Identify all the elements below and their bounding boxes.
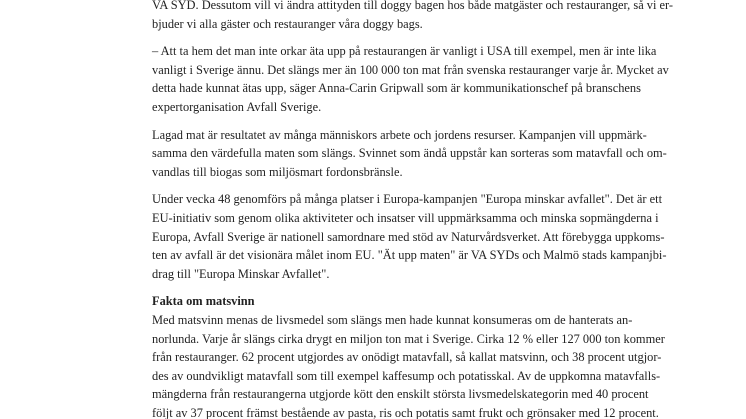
text-line: följt av 37 procent främst bestående av pasta, ris och potatis samt frukt och grönsaker med 12 procent. bbox=[152, 405, 659, 419]
text-line: vandlas till biogas som miljösmart fordonsbränsle. bbox=[152, 164, 403, 179]
paragraph-doggy-bag bbox=[152, 0, 742, 33]
text-line: – Att ta hem det man inte orkar äta upp på restaurangen är vanligt i USA till exempel, men är inte lika bbox=[152, 44, 657, 59]
text-line: Europa, Avfall Sverige är nationell samordnare med stöd av Naturvårdsverket. Att förebygga uppkoms- bbox=[152, 229, 665, 244]
text-line: vanligt i Sverige ännu. Det slängs mer än 100 000 ton mat från svenska restauranger varje år. Mycket av bbox=[152, 62, 669, 77]
text-line: ten av avfall är det visionära målet inom EU. "Ät upp maten" är VA SYDs och Malmö stads kampanjbi- bbox=[152, 248, 667, 263]
fact-heading: Fakta om matsvinn bbox=[152, 294, 255, 309]
paragraph-europe bbox=[152, 190, 742, 283]
text-line: mängderna från restaurangerna utgjorde kött den enskilt största livsmedelskategorin med 40 procent bbox=[152, 387, 649, 402]
text-line: expertorganisation Avfall Sverige. bbox=[152, 99, 322, 114]
text-line: norlunda. Varje år slängs cirka drygt en miljon ton mat i Sverige. Cirka 12 % eller 127 000 ton kommer bbox=[152, 331, 665, 346]
text-line: samma den värdefulla maten som slängs. Svinnet som ändå uppstår kan sorteras som matavfall och om- bbox=[152, 146, 667, 161]
text-line: VA SYD. Dessutom vill vi ändra attityden till doggy bagen hos både matgäster och restauranger, så vi er- bbox=[152, 0, 674, 12]
paragraph-quote bbox=[152, 42, 742, 116]
text-line: detta hade kunnat ätas upp, säger Anna-Carin Gripwall som är kommunikationschef på branschens bbox=[152, 81, 641, 96]
article-body bbox=[152, 0, 742, 419]
text-line: drag till "Europa Minskar Avfallet". bbox=[152, 266, 330, 281]
paragraph-facts bbox=[152, 311, 742, 419]
text-line: Med matsvinn menas de livsmedel som slängs men hade kunnat konsumeras om de hanterats an- bbox=[152, 312, 633, 327]
text-line: des av oundvikligt matavfall som till exempel kaffesump och potatisskal. Av de uppkomna matavfalls- bbox=[152, 368, 661, 383]
text-line: Under vecka 48 genomförs på många platser i Europa-kampanjen "Europa minskar avfallet". Det är ett bbox=[152, 192, 663, 207]
paragraph-campaign bbox=[152, 126, 742, 182]
text-line: från restauranger. 62 procent utgjordes av onödigt matavfall, så kallat matsvinn, och 38 procent utgjor- bbox=[152, 350, 662, 365]
text-line: bjuder vi alla gäster och restauranger våra doggy bags. bbox=[152, 16, 423, 31]
text-line: Lagad mat är resultatet av många människors arbete och jordens resurser. Kampanjen vill uppmärk- bbox=[152, 127, 647, 142]
text-line: EU-initiativ som genom olika aktiviteter och insatser vill uppmärksamma och minska sopmängderna i bbox=[152, 210, 659, 225]
